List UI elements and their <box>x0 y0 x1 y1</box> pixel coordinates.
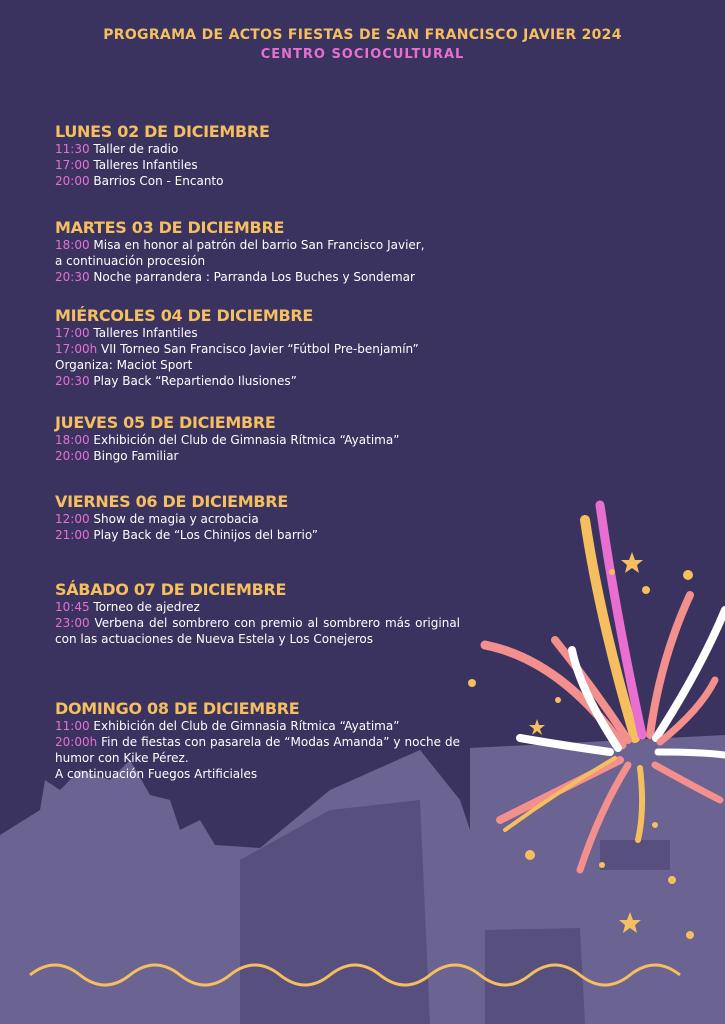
event-text: Barrios Con - Encanto <box>89 174 224 188</box>
event-text: Fin de fiestas con pasarela de “Modas Amanda” y noche de humor con Kike Pérez. <box>55 735 460 765</box>
event-time: 11:00 <box>55 719 90 733</box>
page-title: PROGRAMA DE ACTOS FIESTAS DE SAN FRANCISCO JAVIER 2024 <box>103 27 622 43</box>
event-text: Organiza: Maciot Sport <box>55 358 193 372</box>
event-time: 11:30 <box>55 142 90 156</box>
event-line <box>55 269 425 285</box>
day-block-domingo <box>55 699 460 782</box>
day-title: MIÉRCOLES 04 DE DICIEMBRE <box>55 306 314 325</box>
day-block-jueves <box>55 413 399 464</box>
event-time: 17:00 <box>55 158 90 172</box>
event-time: 17:00 <box>55 326 90 340</box>
event-line <box>55 357 419 373</box>
event-time: 18:00 <box>55 433 90 447</box>
event-time: 18:00 <box>55 238 90 252</box>
event-line <box>55 511 318 527</box>
day-title: DOMINGO 08 DE DICIEMBRE <box>55 699 300 718</box>
event-time: 20:30 <box>55 270 90 284</box>
event-line <box>55 173 270 189</box>
day-block-viernes <box>55 492 318 543</box>
event-line <box>55 237 425 253</box>
event-time: 20:00 <box>55 449 90 463</box>
event-line <box>55 766 460 782</box>
event-text: Misa en honor al patrón del barrio San Francisco Javier, <box>89 238 425 252</box>
day-title: MARTES 03 DE DICIEMBRE <box>55 218 285 237</box>
event-time: 12:00 <box>55 512 90 526</box>
day-block-lunes <box>55 122 270 189</box>
day-block-miercoles <box>55 306 419 389</box>
event-line <box>55 599 460 615</box>
event-text: Verbena del sombrero con premio al sombrero más original con las actuaciones de Nueva Estela y Los Conejeros <box>55 616 460 646</box>
event-line <box>55 718 460 734</box>
day-title: JUEVES 05 DE DICIEMBRE <box>55 413 276 432</box>
day-block-martes <box>55 218 425 285</box>
event-time: 20:00 <box>55 174 90 188</box>
event-text: Bingo Familiar <box>89 449 179 463</box>
event-text: Play Back de “Los Chinijos del barrio” <box>89 528 318 542</box>
event-text: a continuación procesión <box>55 254 206 268</box>
event-text: Noche parrandera : Parranda Los Buches y Sondemar <box>89 270 415 284</box>
event-text: A continuación Fuegos Artificiales <box>55 767 258 781</box>
event-time: 20:30 <box>55 374 90 388</box>
day-title: LUNES 02 DE DICIEMBRE <box>55 122 270 141</box>
event-text: Exhibición del Club de Gimnasia Rítmica “Ayatima” <box>89 433 400 447</box>
event-text: Exhibición del Club de Gimnasia Rítmica “Ayatima” <box>89 719 400 733</box>
event-line <box>55 325 419 341</box>
event-line <box>55 448 399 464</box>
event-time: 10:45 <box>55 600 90 614</box>
event-text: Play Back “Repartiendo Ilusiones” <box>89 374 297 388</box>
event-text: Torneo de ajedrez <box>89 600 200 614</box>
event-line <box>55 734 460 766</box>
event-line <box>55 253 425 269</box>
event-time: 17:00h <box>55 342 98 356</box>
event-line <box>55 341 419 357</box>
event-text: VII Torneo San Francisco Javier “Fútbol Pre-benjamín” <box>97 342 419 356</box>
event-text: Talleres Infantiles <box>89 158 198 172</box>
event-line <box>55 615 460 647</box>
event-line <box>55 141 270 157</box>
event-text: Talleres Infantiles <box>89 326 198 340</box>
event-line <box>55 527 318 543</box>
event-line <box>55 432 399 448</box>
event-time: 23:00 <box>55 616 90 630</box>
day-title: VIERNES 06 DE DICIEMBRE <box>55 492 288 511</box>
event-time: 21:00 <box>55 528 90 542</box>
event-line <box>55 157 270 173</box>
event-text: Taller de radio <box>89 142 179 156</box>
event-line <box>55 373 419 389</box>
event-time: 20:00h <box>55 735 98 749</box>
day-block-sabado <box>55 580 460 647</box>
page-subtitle: CENTRO SOCIOCULTURAL <box>260 47 465 62</box>
day-title: SÁBADO 07 DE DICIEMBRE <box>55 580 287 599</box>
event-text: Show de magia y acrobacia <box>89 512 259 526</box>
